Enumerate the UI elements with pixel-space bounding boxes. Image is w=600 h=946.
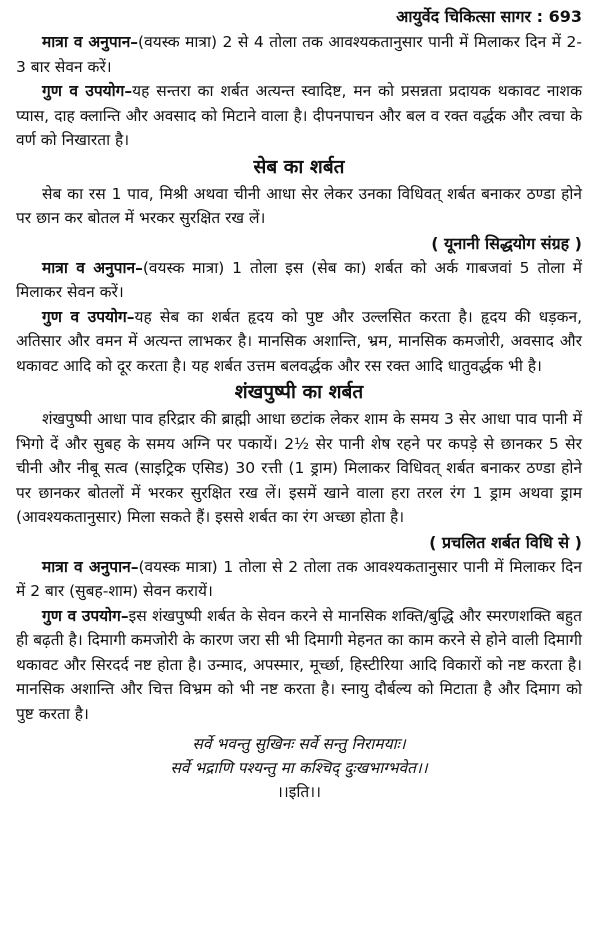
- paragraph-dose: [16, 256, 582, 305]
- dose-text: (वयस्क मात्रा) 1 तोला से 2 तोला तक आवश्यकतानुसार पानी में मिलाकर दिन में 2 बार (सुबह-शाम) सेवन करायें।: [16, 557, 582, 600]
- use-text: यह सन्तरा का शर्बत अत्यन्त स्वादिष्ट, मन को प्रसन्नता प्रदायक थकावट नाशक प्यास, दाह क्लान्ति और अवसाद को मिटाने वाला है। दीपनपाचन और बल व रक्त वर्द्धक और त्वचा के वर्ण को निखारता है।: [16, 82, 582, 149]
- dose-label: मात्रा व अनुपान–: [42, 557, 139, 576]
- dose-label: मात्रा व अनुपान–: [42, 33, 139, 51]
- paragraph-use: [16, 79, 582, 153]
- dose-text: (वयस्क मात्रा) 1 तोला इस (सेब का) शर्बत को अर्क गाबजवां 5 तोला में मिलाकर सेवन करें।: [16, 258, 582, 301]
- section-heading-apple-sherbet: सेब का शर्बत: [253, 155, 345, 178]
- use-text: इस शंखपुष्पी शर्बत के सेवन करने से मानसिक शक्ति/बुद्धि और स्मरणशक्ति बहुत ही बढ़ती है। दिमागी कमजोरी के कारण जरा सी भी दिमागी मेहनत का काम करने से होने वाली दिमागी थकावट और सिरदर्द नष्ट होता है। उन्माद, अपस्मार, मूर्च्छा, हिस्टीरिया आदि विकारों को नष्ट करता है। मानसिक अशान्ति और चित्त विभ्रम को भी नष्ट करता है। स्नायु दौर्बल्य को मिटाता है और दिमाग को पुष्ट करता है।: [16, 606, 582, 723]
- verse-line-1: सर्वे भवन्तु सुखिनः सर्वे सन्तु निरामयाः।: [192, 735, 406, 753]
- paragraph-preparation: शंखपुष्पी आधा पाव हरिद्रार की ब्राह्मी आधा छटांक लेकर शाम के समय 3 सेर आधा पाव पानी में भिगो दें और सुबह के समय अग्नि पर पकायें। 2½ सेर पानी शेष रहने पर कपड़े से छानकर 5 सेर चीनी और नीबू सत्व (साइट्रिक एसिड) 30 रत्ती (1 ड्राम) मिलाकर विधिवत् शर्बत बनाकर ठण्डा होने पर छानकर बोतलों में भरकर सुरक्षित रख लें। इसमें खाने वाला हरा तरल रंग 1 ड्राम अथवा ड्राम (आवश्यकतानुसार) मिला सकते हैं। इससे शर्बत का रंग अच्छा होता है।: [16, 410, 582, 526]
- paragraph-preparation: सेब का रस 1 पाव, मिश्री अथवा चीनी आधा सेर लेकर उनका विधिवत् शर्बत बनाकर ठण्डा होने पर छान कर बोतल में भरकर सुरक्षित रख लें।: [16, 184, 582, 227]
- paragraph-use: [16, 305, 582, 379]
- verse-line-2: सर्वे भद्राणि पश्यन्तु मा कश्चिद् दुःखभाग्भवेत।।: [170, 759, 428, 777]
- end-mark: ।।इति।।: [277, 783, 321, 801]
- page-header: आयुर्वेद चिकित्सा सागर : 693: [396, 7, 582, 26]
- use-label: गुण व उपयोग–: [42, 606, 129, 625]
- dose-label: मात्रा व अनुपान–: [42, 258, 143, 277]
- dose-text: (वयस्क मात्रा) 2 से 4 तोला तक आवश्यकतानुसार पानी में मिलाकर दिन में 2-3 बार सेवन करें।: [16, 33, 582, 76]
- source-reference: ( यूनानी सिद्धयोग संग्रह ): [431, 233, 582, 253]
- paragraph-use: [16, 604, 582, 727]
- use-label: गुण व उपयोग–: [42, 82, 133, 100]
- use-label: गुण व उपयोग–: [42, 307, 135, 326]
- use-text: यह सेब का शर्बत हृदय को पुष्ट और उल्लसित करता है। हृदय की धड़कन, अतिसार और वमन में अत्यन्त लाभकर है। मानसिक अशान्ति, भ्रम, मानसिक कमजोरी, अवसाद और थकावट आदि को दूर करता है। यह शर्बत उत्तम बलवर्द्धक और रस रक्त आदि धातुवर्द्धक भी है।: [16, 307, 583, 375]
- paragraph-dose: [16, 555, 582, 604]
- paragraph-dose: [16, 30, 582, 79]
- section-heading-shankhpushpi-sherbet: शंखपुष्पी का शर्बत: [234, 381, 364, 403]
- source-reference: ( प्रचलित शर्बत विधि से ): [429, 532, 582, 552]
